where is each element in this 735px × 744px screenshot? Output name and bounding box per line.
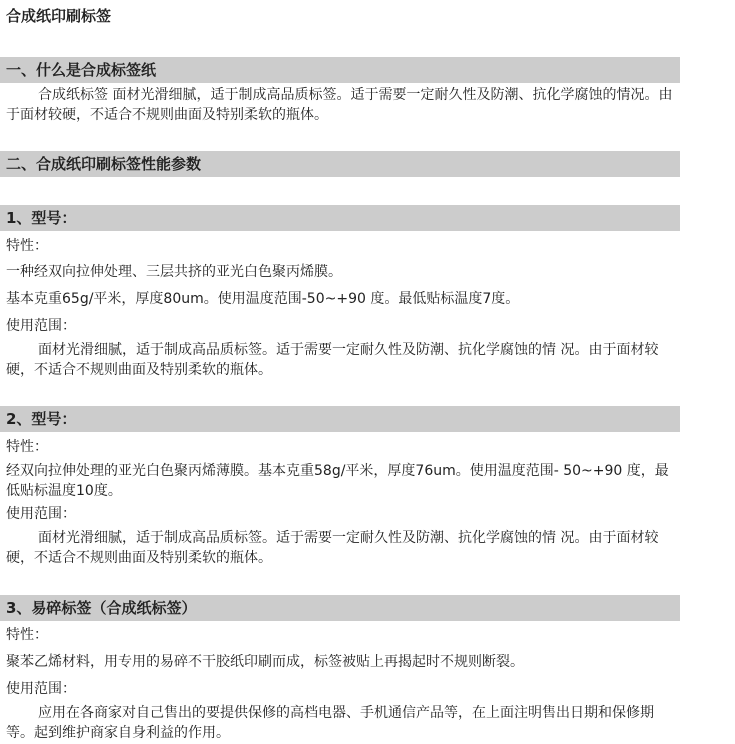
fragile-feature-text: 聚苯乙烯材料，用专用的易碎不干胶纸印刷而成，标签被贴上再揭起时不规则断裂。 <box>6 654 524 670</box>
section-heading-what-is: 一、什么是合成标签纸 <box>0 57 680 83</box>
model-2-feature-text: 经双向拉伸处理的亚光白色聚丙烯薄膜。基本克重58g/平米，厚度76um。使用温度范围- 50~+90 度，最低贴标温度10度。 <box>6 463 669 499</box>
model-2-usage-text: 面材光滑细腻，适于制成高品质标签。适于需要一定耐久性及防潮、抗化学腐蚀的情 况。由于面材较硬，不适合不规则曲面及特别柔软的瓶体。 <box>6 530 659 566</box>
section-heading-fragile-label: 3、易碎标签（合成纸标签） <box>0 595 680 621</box>
section-heading-parameters: 二、合成纸印刷标签性能参数 <box>0 151 680 177</box>
section-heading-model-2: 2、型号： <box>0 406 680 432</box>
model-1-usage-text: 面材光滑细腻，适于制成高品质标签。适于需要一定耐久性及防潮、抗化学腐蚀的情 况。由于面材较硬，不适合不规则曲面及特别柔软的瓶体。 <box>6 342 659 378</box>
model-1-usage-label: 使用范围： <box>6 318 76 334</box>
fragile-usage-label: 使用范围： <box>6 681 76 697</box>
fragile-usage-text: 应用在各商家对自己售出的要提供保修的高档电器、手机通信产品等，在上面注明售出日期和保修期等。起到维护商家自身利益的作用。 <box>6 705 654 741</box>
fragile-feature-label: 特性： <box>6 627 48 643</box>
section-heading-model-1: 1、型号： <box>0 205 680 231</box>
model-1-feature-line-2: 基本克重65g/平米，厚度80um。使用温度范围-50~+90 度。最低贴标温度7度。 <box>6 291 520 307</box>
model-2-feature-label: 特性： <box>6 439 48 455</box>
model-1-feature-line-1: 一种经双向拉伸处理、三层共挤的亚光白色聚丙烯膜。 <box>6 264 342 280</box>
page-title: 合成纸印刷标签 <box>6 7 112 25</box>
model-1-feature-label: 特性： <box>6 238 48 254</box>
model-2-usage-label: 使用范围： <box>6 506 76 522</box>
section-body-what-is: 合成纸标签 面材光滑细腻，适于制成高品质标签。适于需要一定耐久性及防潮、抗化学腐蚀的情况。由于面材较硬，不适合不规则曲面及特别柔软的瓶体。 <box>6 87 673 123</box>
